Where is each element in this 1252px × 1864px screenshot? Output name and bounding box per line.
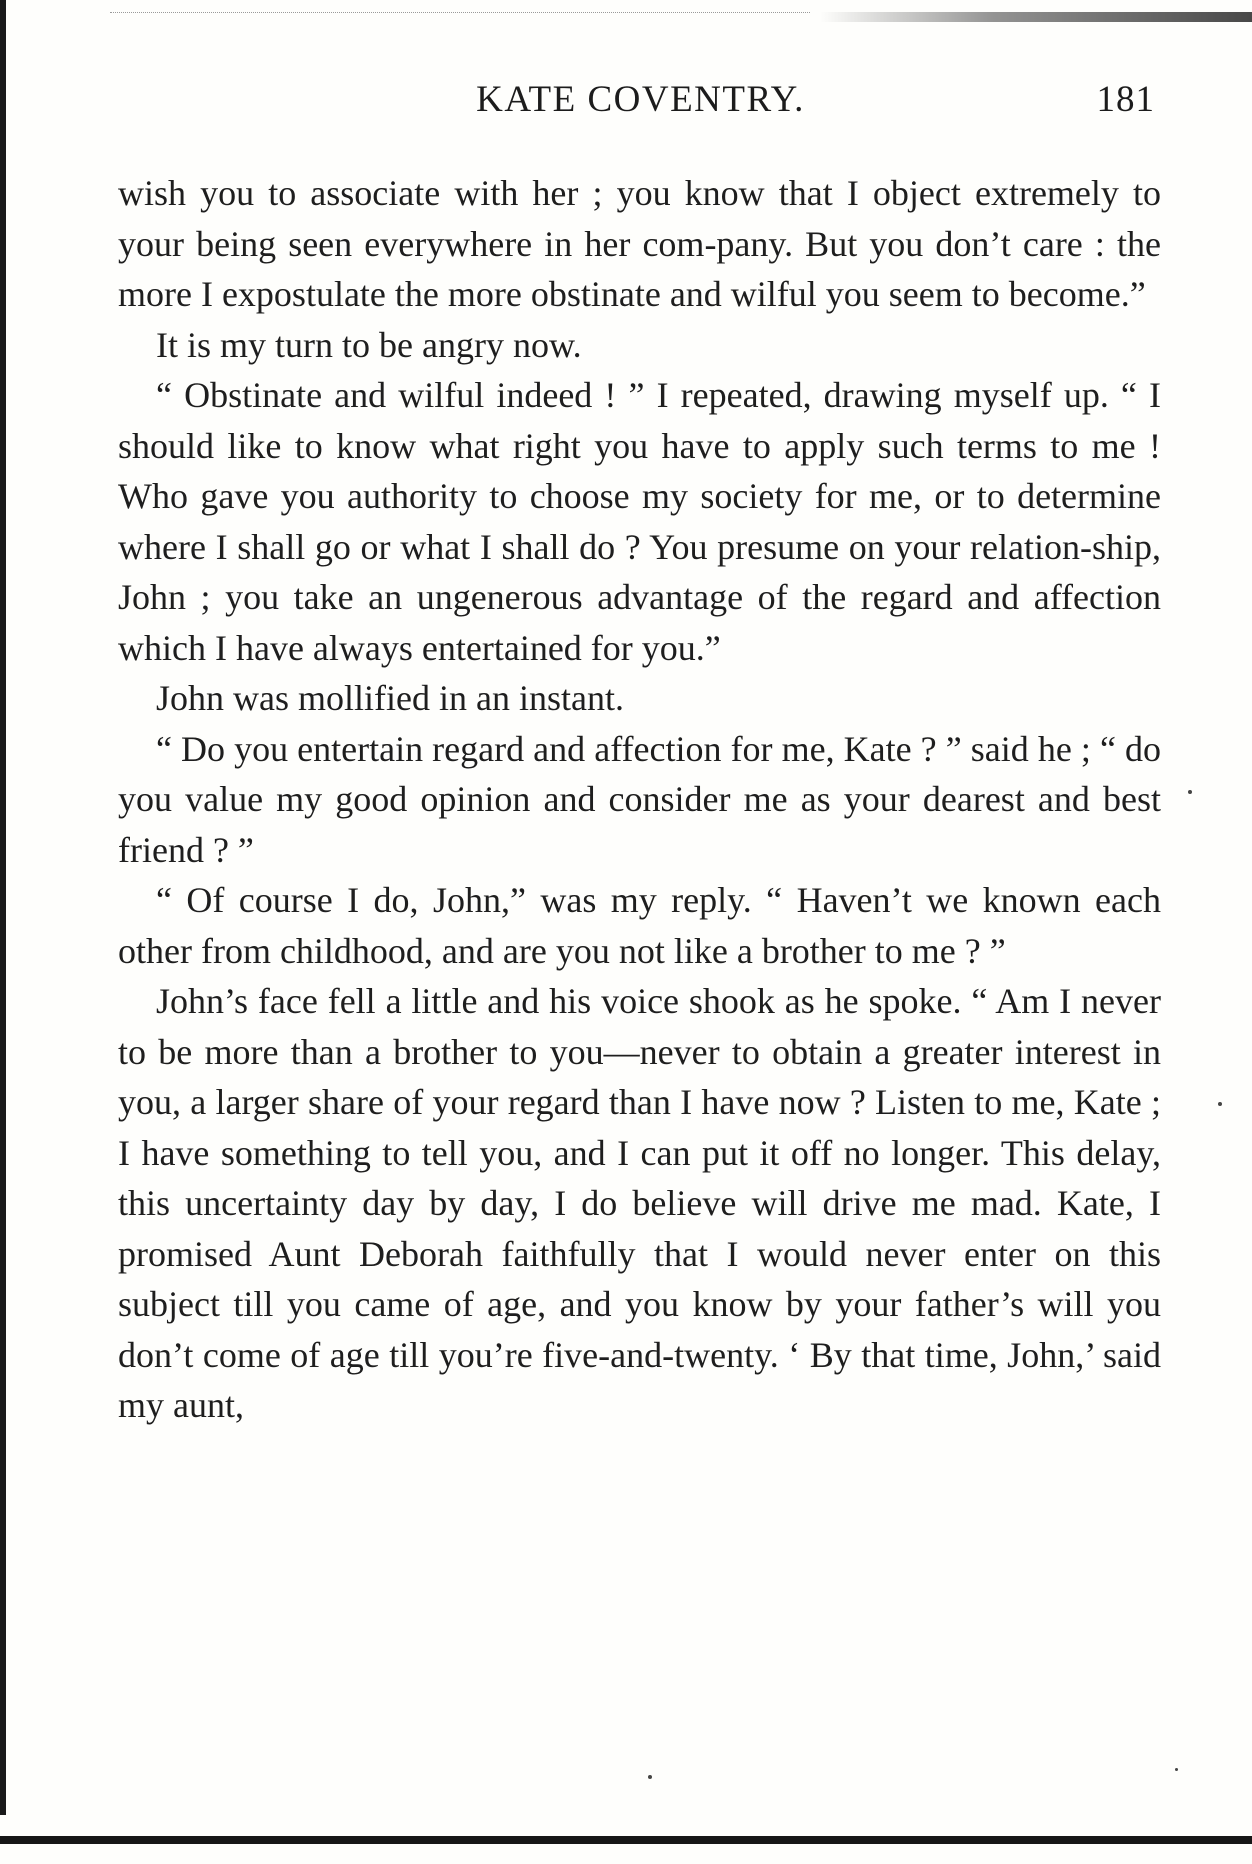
body-text [118, 168, 1161, 1431]
ink-speck [1218, 1102, 1222, 1106]
scan-top-dots [110, 12, 810, 15]
paragraph: “ Of course I do, John,” was my reply. “ Haven’t we known each other from childhood, and are you not like a brother to me ? ” [118, 880, 1161, 971]
page-number: 181 [1096, 79, 1155, 120]
running-title: KATE COVENTRY. [476, 79, 805, 120]
scan-top-smudge [820, 12, 1252, 22]
ink-speck [1188, 790, 1192, 794]
paragraph: “ Do you entertain regard and affection for me, Kate ? ” said he ; “ do you value my good opinion and consider me as your dearest and best friend ? ” [118, 728, 1161, 870]
page-header [118, 78, 1163, 138]
scan-bottom-edge [0, 1836, 1252, 1844]
paragraph: John was mollified in an instant. [156, 678, 624, 718]
paragraph: It is my turn to be angry now. [156, 324, 582, 365]
ink-speck [648, 1775, 652, 1779]
paragraph: John’s face fell a little and his voice shook as he spoke. “ Am I never to be more than a brother to you—never to obtain a greater interest in you, a larger share of your regard than I have now ? Listen to me, Kate ; I have something to tell you, and I can put it off no longer. This delay, this uncertainty day by day, I do believe will drive me mad. Kate, I promised Aunt Deborah faithfully that I would never enter on this subject till you came of age, and you know by your father’s will you don’t come of age till you’re five-and-twenty. ‘ By that time, John,’ said my aunt, [118, 981, 1161, 1425]
scan-left-edge [0, 0, 6, 1864]
paragraph: wish you to associate with her ; you know that I object extremely to your being seen everywhere in her com-pany. But you don’t care : the more I expostulate the more obstinate and wilful you seem to become.” [118, 173, 1161, 314]
paragraph: “ Obstinate and wilful indeed ! ” I repeated, drawing myself up. “ I should like to know what right you have to apply such terms to me ! Who gave you authority to choose my society for me, or to determine where I shall go or what I shall do ? You presume on your relation-ship, John ; you take an ungenerous advantage of the regard and affection which I have always entertained for you.” [118, 375, 1161, 668]
ink-speck [1175, 1768, 1178, 1771]
